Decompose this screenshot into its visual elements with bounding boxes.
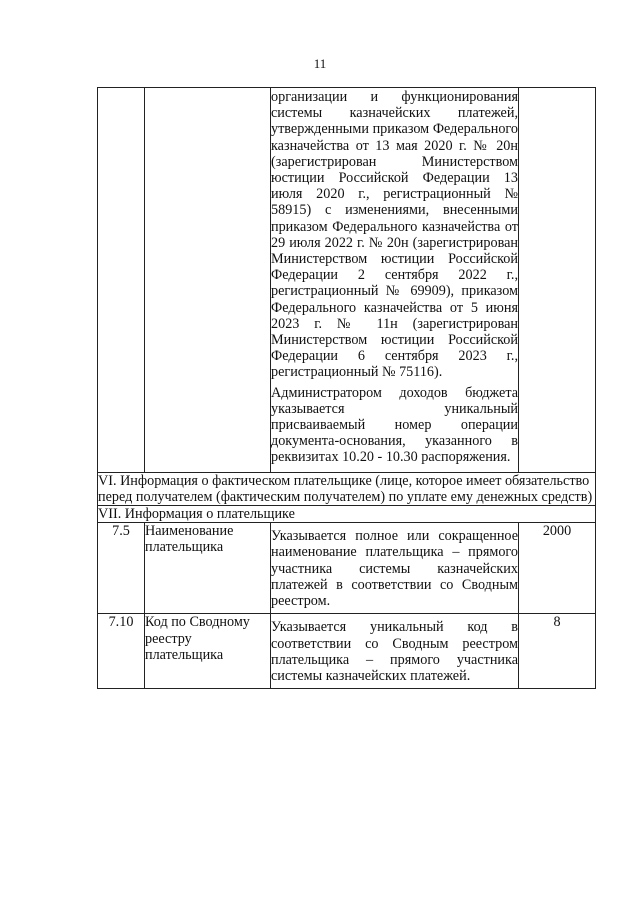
section-heading-7: VII. Информация о плательщике: [98, 506, 596, 523]
requisite-number: 7.10: [98, 614, 145, 689]
requisite-length: 2000: [519, 523, 596, 614]
requisite-name: Наименование плательщика: [145, 523, 271, 614]
requisite-description: Указывается уникальный код в соответствии со Сводным реестром плательщика – прямого участника системы казначейских платежей.: [271, 614, 519, 689]
requisite-name: Код по Сводному реестру плательщика: [145, 614, 271, 689]
number-cell-empty: [98, 88, 145, 473]
table-row-continued: [98, 88, 596, 473]
section-row-7: [98, 506, 596, 523]
name-cell-empty: [145, 88, 271, 473]
requisite-description: Указывается полное или сокращенное наименование плательщика – прямого участника системы казначейских платежей в соответствии со Сводным реестром.: [271, 523, 519, 614]
requisites-table: [97, 87, 596, 689]
description-cell: [271, 88, 519, 473]
description-paragraph: Администратором доходов бюджета указывается уникальный присваиваемый номер операции документа-основания, указанного в реквизитах 10.20 - 10.30 распоряжения.: [271, 384, 518, 466]
requisite-number: 7.5: [98, 523, 145, 614]
page-number: 11: [313, 56, 327, 71]
section-heading-6: VI. Информация о фактическом плательщике (лице, которое имеет обязательство перед получателем (фактическим получателем) по уплате ему денежных средств): [98, 472, 596, 505]
description-paragraph: организации и функционирования системы казначейских платежей, утвержденными приказом Федерального казначейства от 13 мая 2020 г. № 20н (зарегистрирован Министерством юстиции Российской Федерации 13 июля 2020 г., регистрационный № 58915) с изменениями, внесенными приказом Федерального казначейства от 29 июля 2022 г. № 20н (зарегистрирован Министерством юстиции Российской Федерации 2 сентября 2022 г., регистрационный № 69909), приказом Федерального казначейства от 5 июня 2023 г. № 11н (зарегистрирован Министерством юстиции Российской Федерации 6 сентября 2023 г., регистрационный № 75116).: [271, 89, 518, 381]
table-row: [98, 523, 596, 614]
table-row: [98, 614, 596, 689]
section-row-6: [98, 472, 596, 505]
length-cell-empty: [519, 88, 596, 473]
requisite-length: 8: [519, 614, 596, 689]
